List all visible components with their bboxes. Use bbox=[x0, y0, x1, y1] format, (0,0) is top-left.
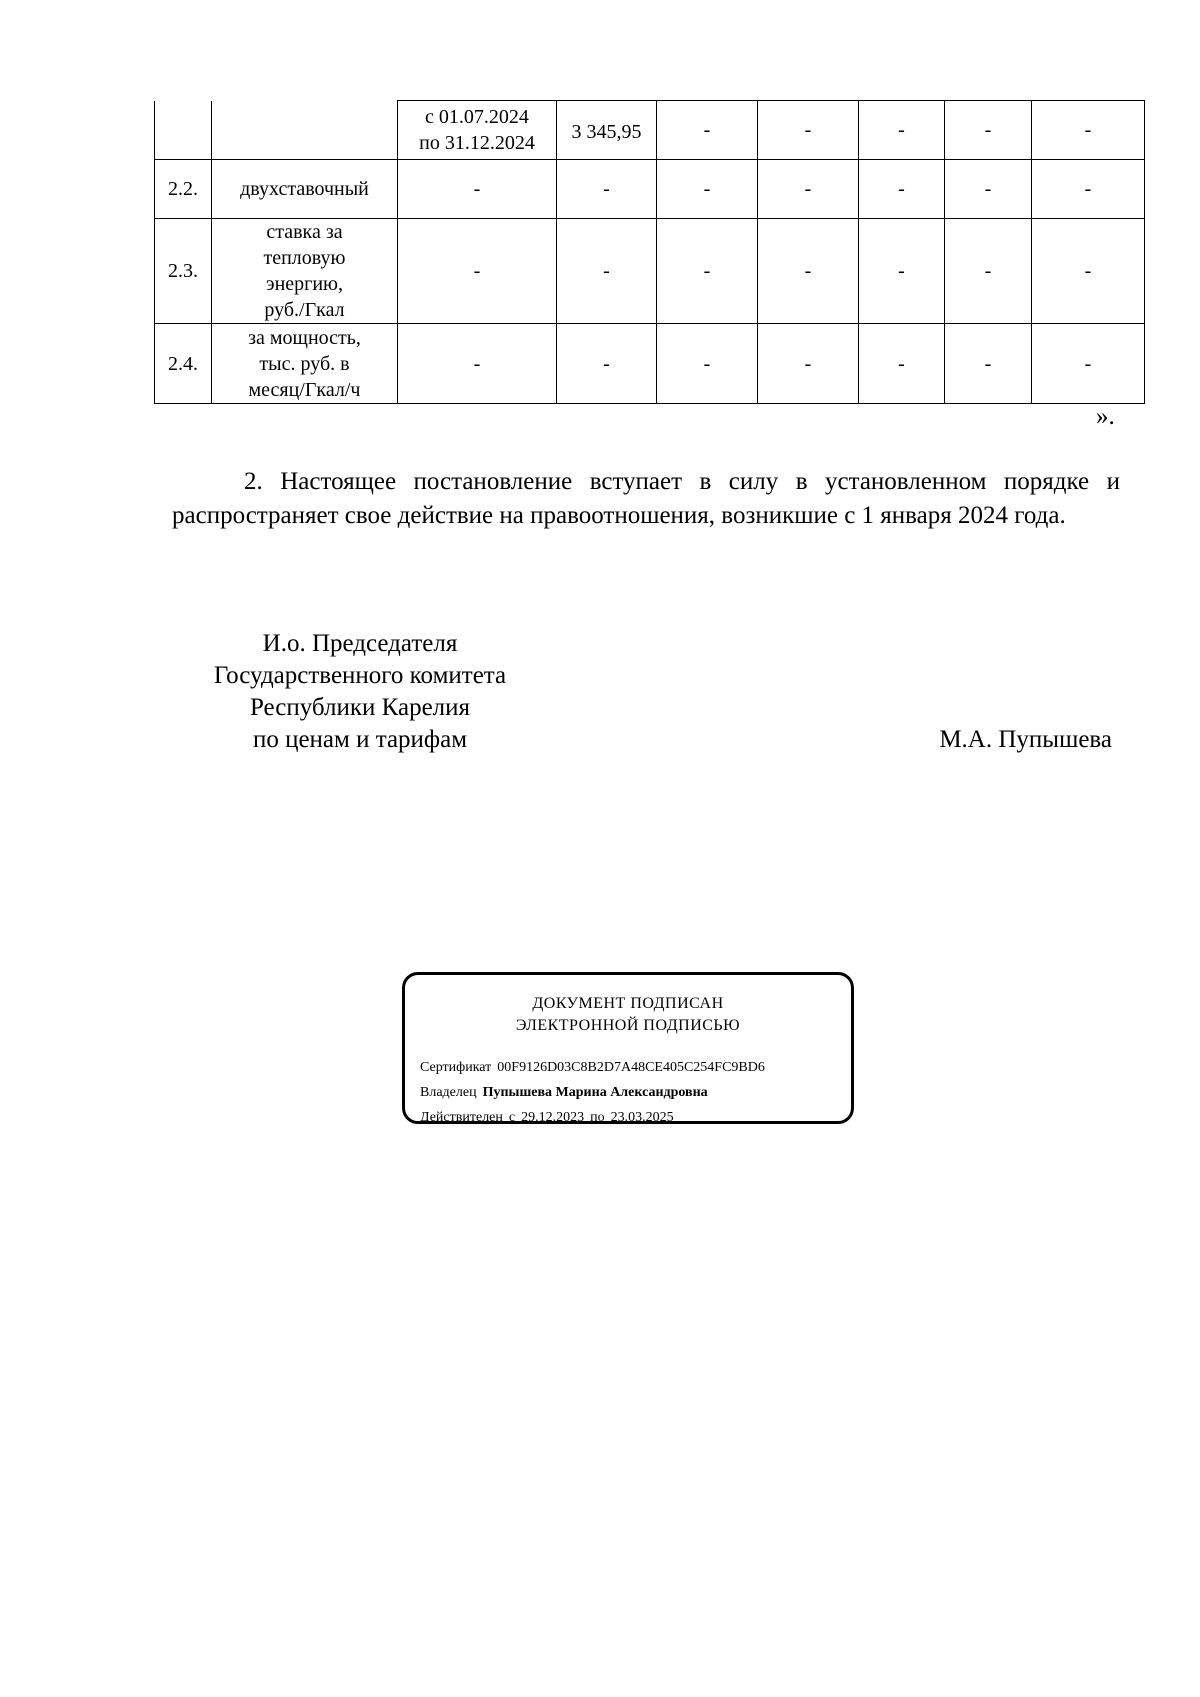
value-cell-line: - bbox=[703, 260, 711, 282]
tariff-table-body bbox=[155, 101, 1145, 404]
table-row bbox=[155, 219, 1145, 324]
valid-from-date: 29.12.2023 bbox=[521, 1110, 585, 1125]
value-cell-line: - bbox=[984, 260, 992, 282]
tariff-type-cell-line: руб./Гкал bbox=[264, 299, 345, 321]
value-cell-line: - bbox=[898, 352, 905, 375]
value-cell-line: - bbox=[984, 119, 992, 141]
value-cell-line: - bbox=[703, 119, 711, 141]
valid-from-label: с bbox=[508, 1110, 516, 1125]
stamp-certificate-row bbox=[420, 1055, 851, 1080]
value-cell-line: - bbox=[804, 352, 812, 375]
value-cell bbox=[945, 219, 1032, 324]
row-number-cell bbox=[155, 160, 212, 219]
value-cell bbox=[1032, 101, 1145, 160]
value-cell bbox=[758, 101, 859, 160]
stamp-title bbox=[405, 993, 851, 1037]
owner-label: Владелец bbox=[420, 1085, 477, 1100]
tariff-type-cell bbox=[212, 219, 398, 324]
table-row bbox=[155, 160, 1145, 219]
certificate-label: Сертификат bbox=[420, 1060, 492, 1075]
value-cell bbox=[945, 101, 1032, 160]
signer-title-block bbox=[180, 628, 540, 756]
period-cell bbox=[398, 101, 557, 160]
value-cell bbox=[945, 324, 1032, 404]
period-cell-line: - bbox=[473, 352, 481, 375]
value-cell bbox=[859, 324, 945, 404]
owner-value: Пупышева Марина Александровна bbox=[482, 1085, 708, 1100]
row-number-cell bbox=[155, 101, 212, 160]
tariff-type-cell-line: тыс. руб. в bbox=[259, 352, 350, 375]
value-cell-line: - bbox=[984, 178, 992, 200]
value-cell-line: - bbox=[898, 178, 905, 200]
electronic-signature-stamp bbox=[402, 972, 854, 1124]
stamp-validity-row bbox=[420, 1105, 851, 1130]
row-number-cell-line: 2.3. bbox=[168, 260, 198, 282]
tariff-type-cell-line: энергию, bbox=[265, 273, 343, 295]
signer-name: М.А. Пупышева bbox=[939, 726, 1112, 753]
signer-title-line: И.о. Председателя bbox=[262, 630, 458, 657]
value-cell-line: - bbox=[1084, 119, 1092, 141]
value-cell bbox=[657, 324, 758, 404]
period-cell-line: с 01.07.2024 bbox=[425, 106, 529, 128]
tariff-table bbox=[154, 100, 1145, 404]
value-cell bbox=[1032, 160, 1145, 219]
value-cell-line: 3 345,95 bbox=[571, 121, 642, 143]
value-cell bbox=[557, 160, 657, 219]
value-cell-line: - bbox=[804, 178, 812, 200]
effective-date-paragraph: 2. Настоящее постановление вступает в силу в установленном порядке и распространяет свое действие на правоотношения, возникшие с 1 января 2024 года. bbox=[172, 468, 1120, 529]
value-cell-line: - bbox=[898, 119, 905, 141]
value-cell-line: - bbox=[898, 260, 905, 282]
period-cell bbox=[398, 160, 557, 219]
value-cell-line: - bbox=[703, 352, 711, 375]
stamp-owner-row bbox=[420, 1080, 851, 1105]
valid-to-label: по bbox=[590, 1110, 605, 1125]
value-cell bbox=[758, 324, 859, 404]
tariff-type-cell-line: месяц/Гкал/ч bbox=[248, 378, 361, 401]
value-cell-line: - bbox=[804, 119, 812, 141]
signer-title-line: по ценам и тарифам bbox=[252, 726, 468, 753]
table-row bbox=[155, 324, 1145, 404]
value-cell bbox=[657, 160, 758, 219]
signer-title-line: Государственного комитета bbox=[213, 662, 507, 689]
stamp-title-line: ДОКУМЕНТ ПОДПИСАН bbox=[532, 995, 724, 1012]
period-cell bbox=[398, 219, 557, 324]
row-number-cell-line: 2.2. bbox=[168, 178, 198, 200]
value-cell-line: - bbox=[1084, 178, 1092, 200]
value-cell bbox=[859, 219, 945, 324]
value-cell bbox=[1032, 324, 1145, 404]
value-cell-line: - bbox=[603, 260, 610, 282]
period-cell-line: - bbox=[473, 260, 481, 282]
value-cell bbox=[557, 219, 657, 324]
row-number-cell-line: 2.4. bbox=[168, 352, 198, 375]
valid-to-date: 23.03.2025 bbox=[610, 1110, 674, 1125]
tariff-type-cell bbox=[212, 160, 398, 219]
value-cell-line: - bbox=[703, 178, 711, 200]
value-cell bbox=[758, 219, 859, 324]
stamp-title-line: ЭЛЕКТРОННОЙ ПОДПИСЬЮ bbox=[515, 1017, 741, 1034]
tariff-type-cell-line: двухставочный bbox=[240, 178, 369, 200]
value-cell bbox=[859, 160, 945, 219]
stamp-details bbox=[405, 1055, 851, 1130]
value-cell-line: - bbox=[984, 352, 992, 375]
value-cell bbox=[557, 324, 657, 404]
certificate-value: 00F9126D03C8B2D7A48CE405C254FC9BD6 bbox=[497, 1060, 765, 1075]
tariff-type-cell-line: за мощность, bbox=[248, 326, 361, 349]
tariff-type-cell bbox=[212, 324, 398, 404]
value-cell bbox=[657, 219, 758, 324]
value-cell bbox=[557, 101, 657, 160]
row-number-cell bbox=[155, 324, 212, 404]
value-cell bbox=[945, 160, 1032, 219]
value-cell bbox=[758, 160, 859, 219]
period-cell bbox=[398, 324, 557, 404]
value-cell-line: - bbox=[603, 178, 610, 200]
tariff-type-cell-line: тепловую bbox=[263, 247, 346, 269]
value-cell-line: - bbox=[1084, 260, 1092, 282]
value-cell-line: - bbox=[804, 260, 812, 282]
value-cell-line: - bbox=[1084, 352, 1092, 375]
signer-title-line: Республики Карелия bbox=[249, 694, 471, 721]
row-number-cell bbox=[155, 219, 212, 324]
tariff-type-cell bbox=[212, 101, 398, 160]
valid-label: Действителен bbox=[420, 1110, 503, 1125]
tariff-type-cell-line: ставка за bbox=[266, 221, 343, 243]
value-cell bbox=[859, 101, 945, 160]
value-cell bbox=[657, 101, 758, 160]
table-row bbox=[155, 101, 1145, 160]
value-cell-line: - bbox=[603, 352, 610, 375]
period-cell-line: по 31.12.2024 bbox=[419, 132, 535, 154]
value-cell bbox=[1032, 219, 1145, 324]
closing-quote: ». bbox=[1096, 403, 1115, 430]
period-cell-line: - bbox=[473, 178, 481, 200]
